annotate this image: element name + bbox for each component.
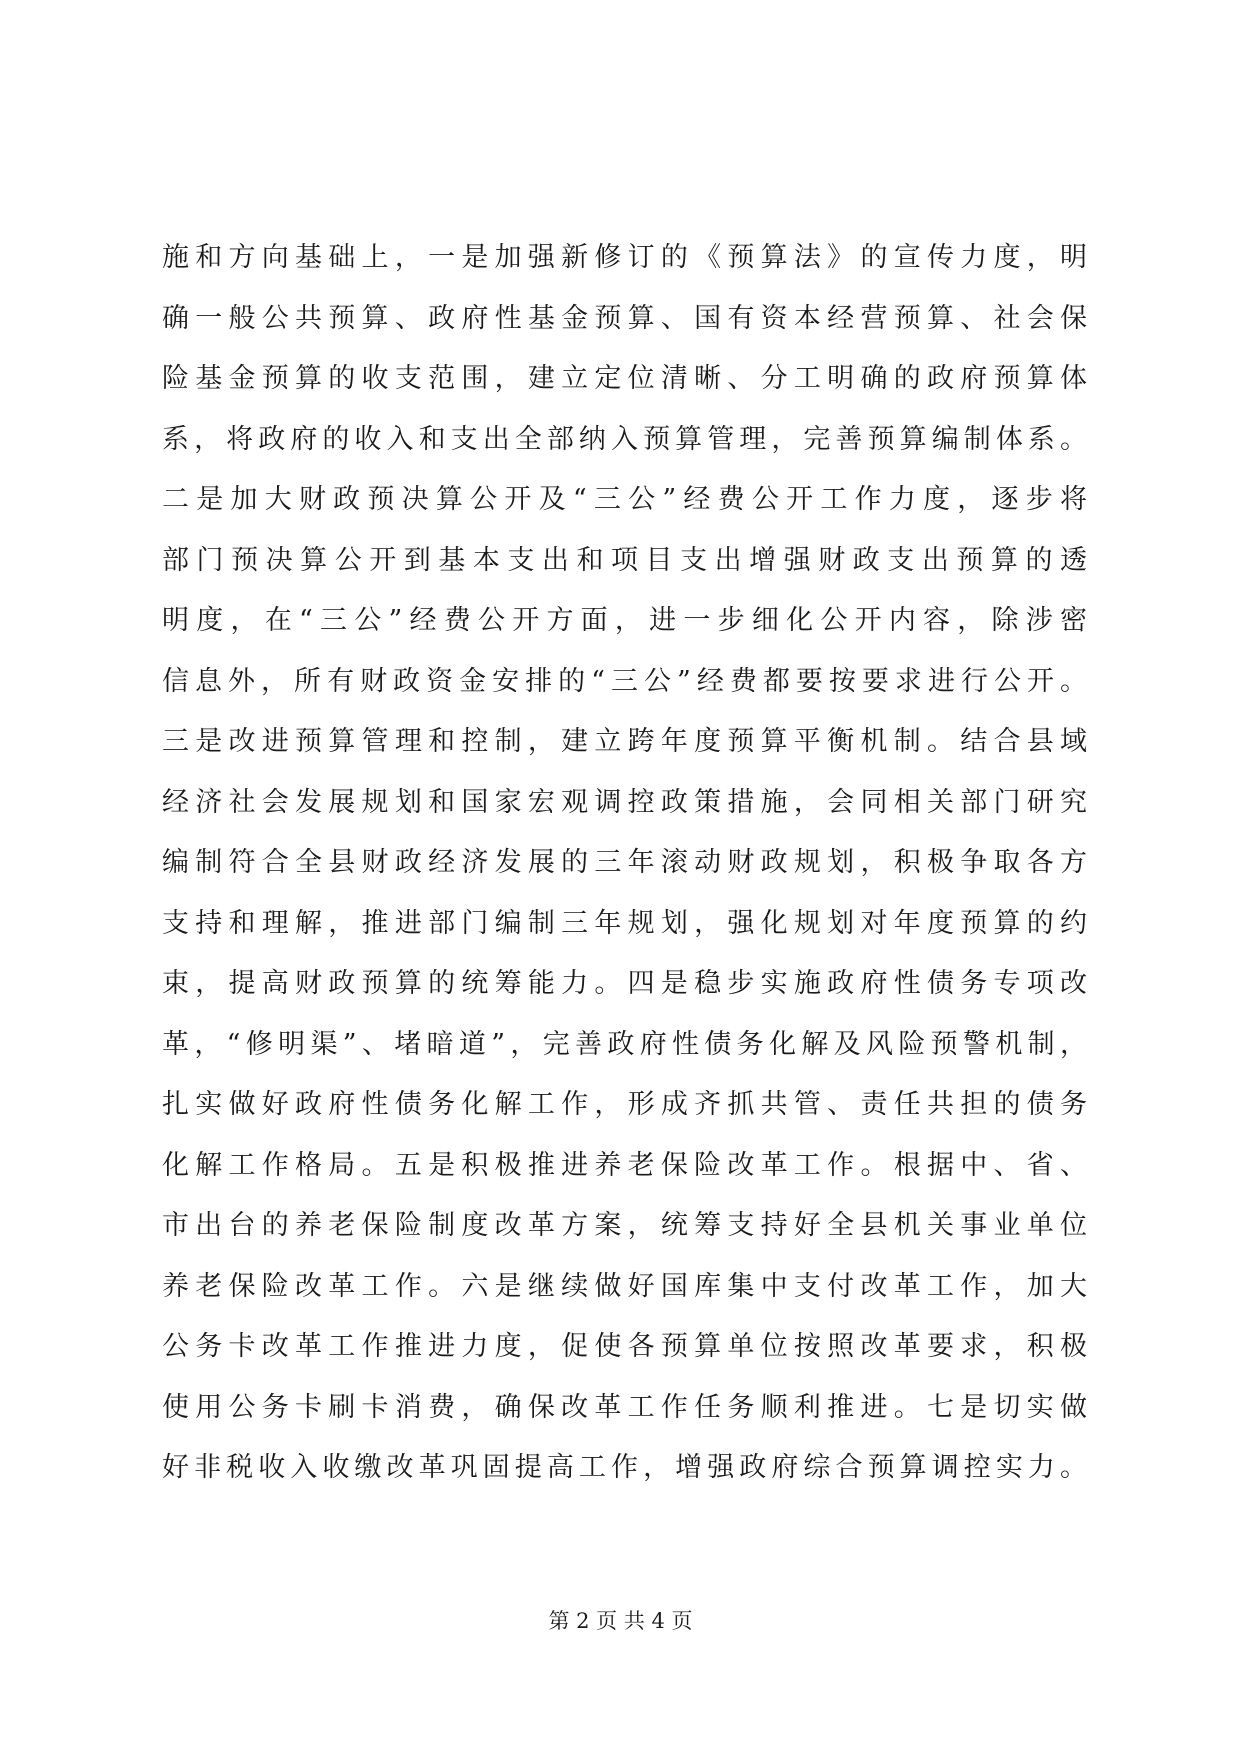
text-line: 部门预决算公开到基本支出和项目支出增强财政支出预算的透 <box>162 544 1087 576</box>
page-number-footer: 第 2 页 共 4 页 <box>548 1609 693 1633</box>
text-line: 明度，在“三公”经费公开方面，进一步细化公开内容，除涉密 <box>162 605 1087 636</box>
text-line: 编制符合全县财政经济发展的三年滚动财政规划，积极争取各方 <box>162 847 1087 878</box>
text-line: 信息外，所有财政资金安排的“三公”经费都要按要求进行公开。 <box>162 665 1087 697</box>
body-text <box>162 228 1087 1499</box>
text-line: 化解工作格局。五是积极推进养老保险改革工作。根据中、省、 <box>162 1149 1087 1181</box>
text-line: 三是改进预算管理和控制，建立跨年度预算平衡机制。结合县域 <box>162 726 1087 757</box>
text-line: 系，将政府的收入和支出全部纳入预算管理，完善预算编制体系。 <box>162 423 1087 455</box>
text-line: 使用公务卡刷卡消费，确保改革工作任务顺利推进。七是切实做 <box>162 1391 1087 1423</box>
text-line: 施和方向基础上，一是加强新修订的《预算法》的宣传力度，明 <box>162 242 1087 273</box>
text-line: 险基金预算的收支范围，建立定位清晰、分工明确的政府预算体 <box>162 363 1087 394</box>
text-line: 养老保险改革工作。六是继续做好国库集中支付改革工作，加大 <box>162 1270 1087 1302</box>
text-line: 经济社会发展规划和国家宏观调控政策措施，会同相关部门研究 <box>162 786 1087 818</box>
text-line: 革，“修明渠”、堵暗道”，完善政府性债务化解及风险预警机制， <box>162 1028 1087 1060</box>
text-line: 好非税收入收缴改革巩固提高工作，增强政府综合预算调控实力。 <box>162 1452 1087 1483</box>
text-line: 束，提高财政预算的统筹能力。四是稳步实施政府性债务专项改 <box>162 968 1087 999</box>
text-line: 确一般公共预算、政府性基金预算、国有资本经营预算、社会保 <box>162 302 1087 334</box>
text-line: 支持和理解，推进部门编制三年规划，强化规划对年度预算的约 <box>162 907 1087 939</box>
text-line: 二是加大财政预决算公开及“三公”经费公开工作力度，逐步将 <box>162 484 1087 515</box>
text-line: 扎实做好政府性债务化解工作，形成齐抓共管、责任共担的债务 <box>162 1089 1087 1120</box>
text-line: 公务卡改革工作推进力度，促使各预算单位按照改革要求，积极 <box>162 1331 1087 1362</box>
text-line: 市出台的养老保险制度改革方案，统筹支持好全县机关事业单位 <box>162 1210 1087 1241</box>
